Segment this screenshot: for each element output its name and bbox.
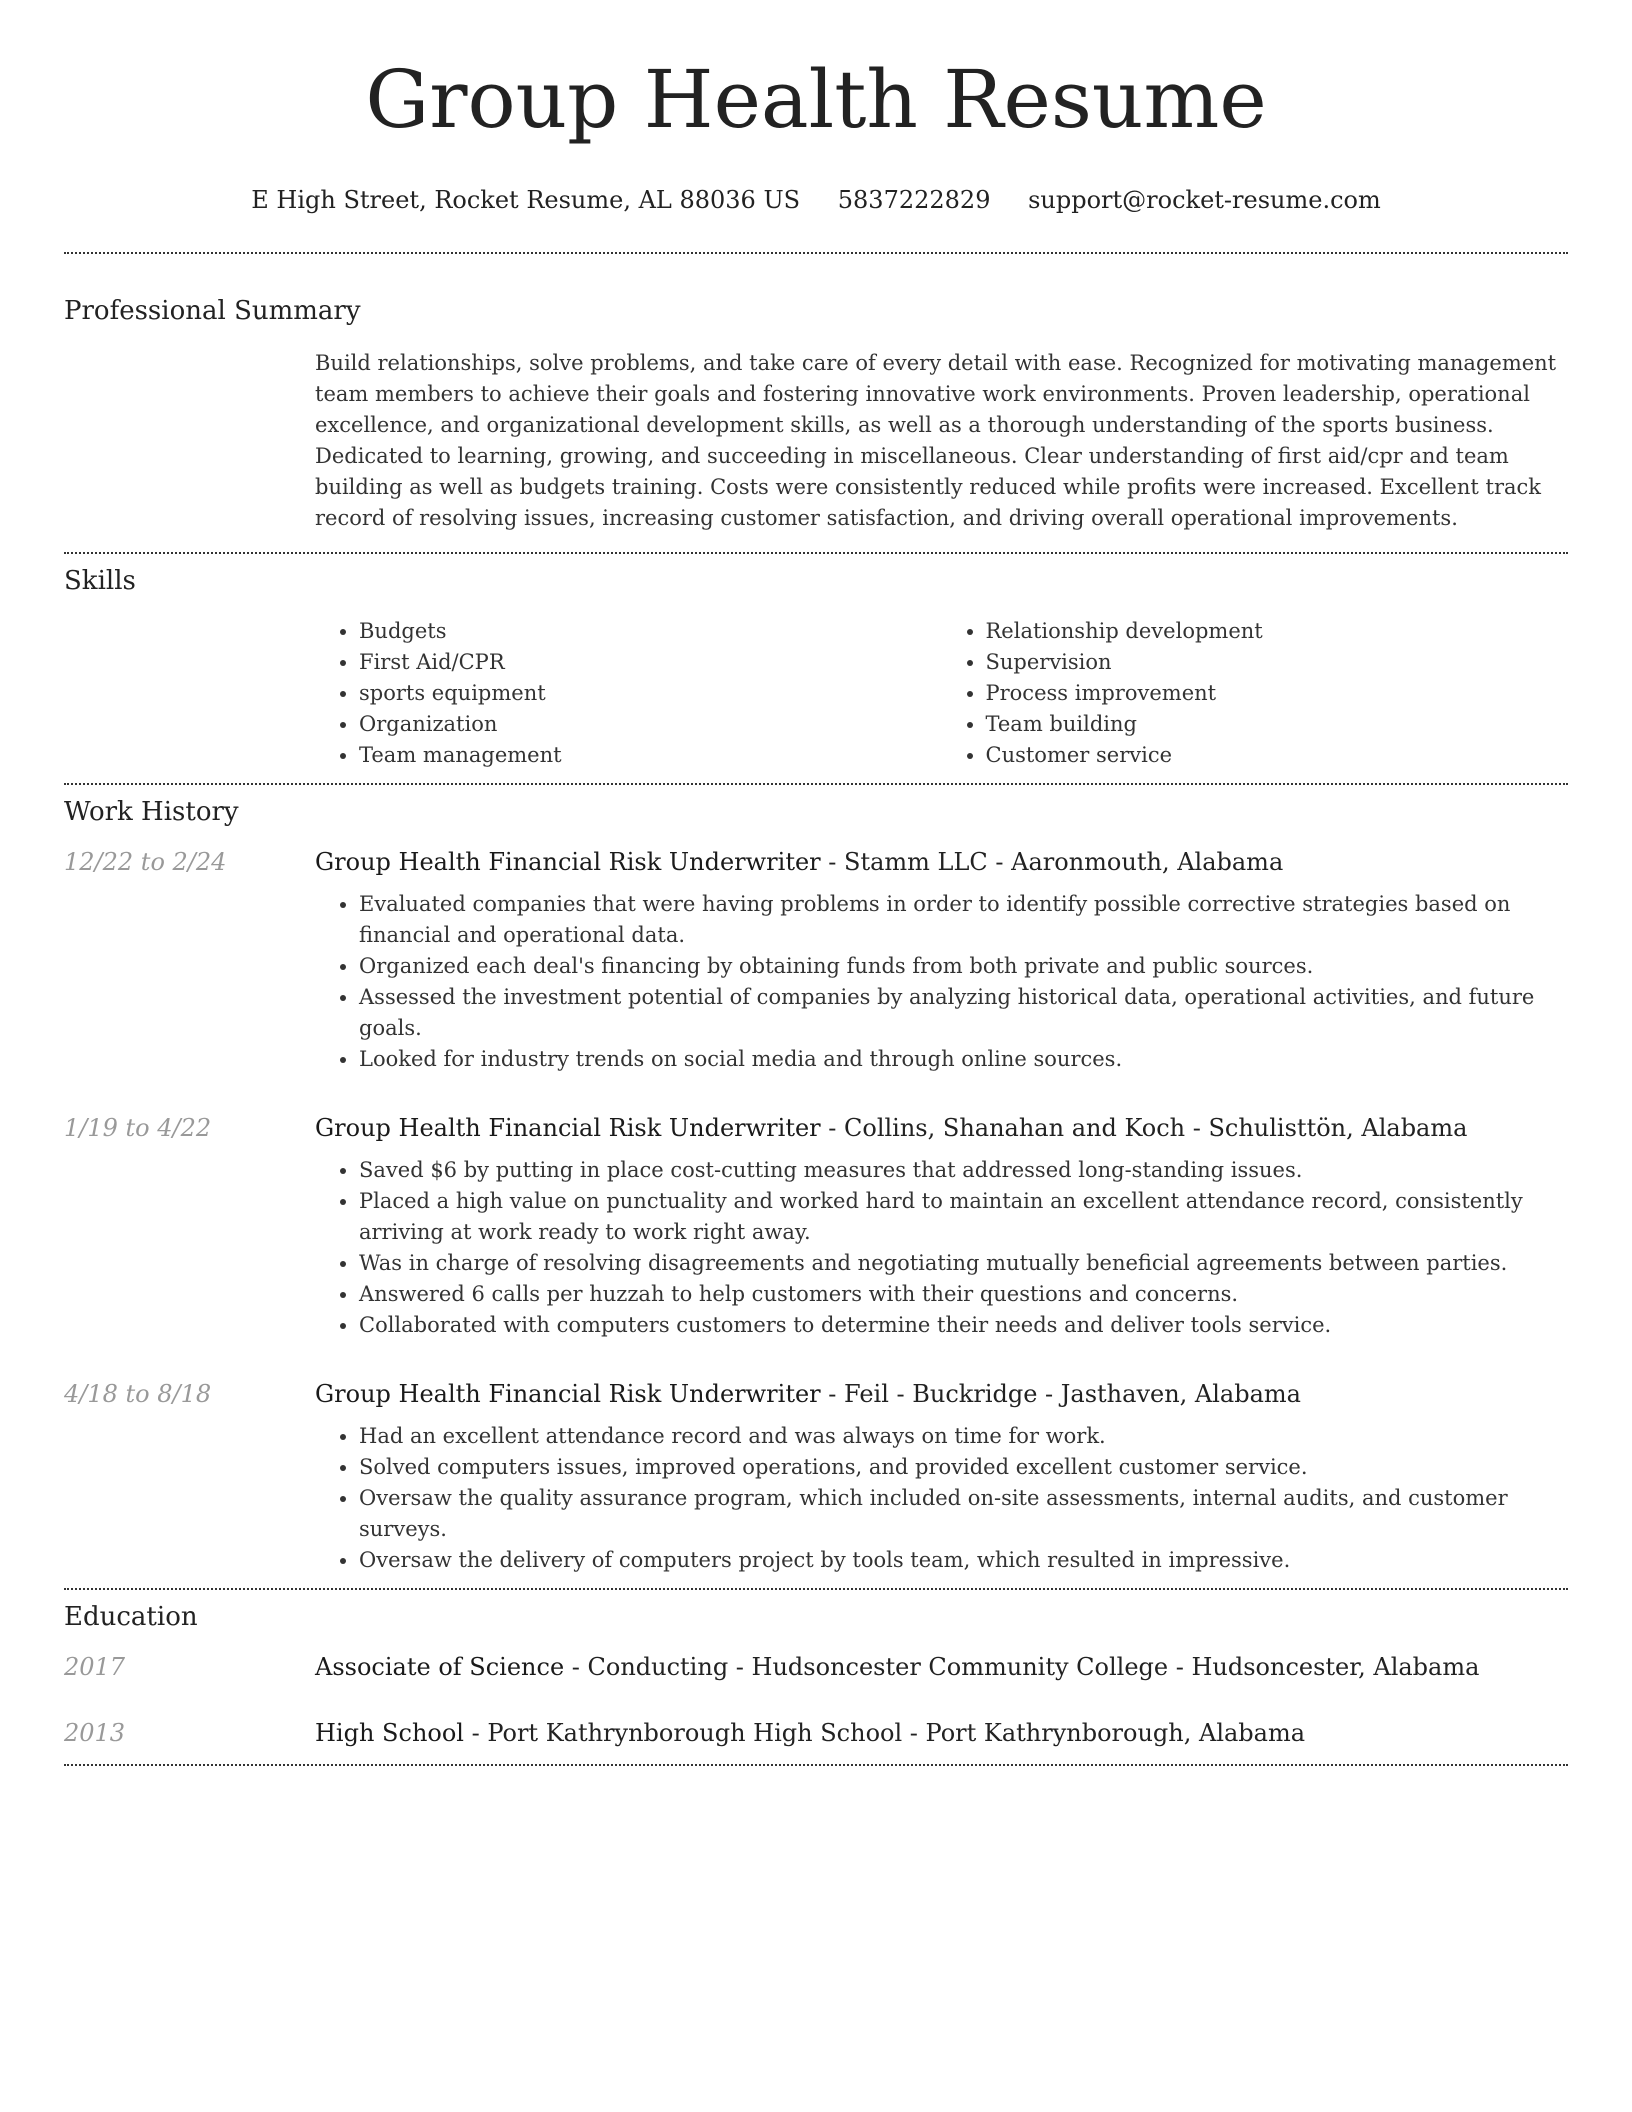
education-divider [64, 1764, 1568, 1766]
job-entry [64, 1111, 1568, 1341]
job-title: Group Health Financial Risk Underwriter [315, 1114, 821, 1142]
job-bullet: • Was in charge of resolving disagreements and negotiating mutually beneficial agreements between parties. [359, 1248, 1568, 1279]
job-body [315, 1377, 1568, 1576]
job-heading [315, 845, 1568, 879]
skills-divider [64, 783, 1568, 785]
job-bullet: • Organized each deal's financing by obtaining funds from both private and public sources. [359, 951, 1568, 982]
skills-section [64, 564, 1568, 785]
contact-email: support@rocket-resume.com [1028, 186, 1381, 214]
skill-item: • First Aid/CPR [359, 647, 942, 678]
skill-item: • Organization [359, 709, 942, 740]
job-bullet: • Looked for industry trends on social media and through online sources. [359, 1044, 1568, 1075]
education-heading: Education [64, 1602, 198, 1632]
job-bullet: • Collaborated with computers customers to determine their needs and deliver tools service. [359, 1310, 1568, 1341]
education-degree: Associate of Science [315, 1653, 565, 1681]
skill-item: • Supervision [986, 647, 1569, 678]
skills-list-right [942, 616, 1569, 771]
work-history-section [64, 795, 1568, 1590]
education-degree: High School [315, 1719, 464, 1747]
work-history-heading: Work History [64, 797, 239, 827]
contact-line [64, 184, 1568, 216]
education-year: 2013 [64, 1719, 126, 1747]
education-details: - Conducting - Hudsoncester Community College - Hudsoncester, Alabama [564, 1653, 1480, 1681]
education-heading-line [315, 1716, 1568, 1750]
education-entry [64, 1716, 1568, 1750]
contact-address: E High Street, Rocket Resume, AL 88036 US [251, 186, 801, 214]
contact-phone: 5837222829 [837, 186, 991, 214]
job-bullets [315, 1155, 1568, 1341]
skills-heading: Skills [64, 566, 136, 596]
professional-summary-heading: Professional Summary [64, 296, 361, 326]
summary-divider [64, 552, 1568, 554]
job-employer-location: - Stamm LLC - Aaronmouth, Alabama [820, 848, 1284, 876]
job-title: Group Health Financial Risk Underwriter [315, 848, 821, 876]
job-bullets [315, 889, 1568, 1075]
skill-item: • Relationship development [986, 616, 1569, 647]
skill-item: • Team building [986, 709, 1569, 740]
job-dates: 1/19 to 4/22 [64, 1114, 212, 1142]
job-title: Group Health Financial Risk Underwriter [315, 1380, 821, 1408]
job-bullet: • Saved $6 by putting in place cost-cutting measures that addressed long-standing issues. [359, 1155, 1568, 1186]
job-bullet: • Oversaw the quality assurance program, which included on-site assessments, internal audits, and customer surveys. [359, 1483, 1568, 1545]
skill-item: • Team management [359, 740, 942, 771]
job-body [315, 845, 1568, 1075]
skills-list-left [315, 616, 942, 771]
job-employer-location: - Collins, Shanahan and Koch - Schulisttön, Alabama [820, 1114, 1468, 1142]
job-bullet: • Assessed the investment potential of companies by analyzing historical data, operational activities, and future goals. [359, 982, 1568, 1044]
education-section [64, 1600, 1568, 1766]
education-body [315, 1650, 1568, 1684]
job-heading [315, 1377, 1568, 1411]
skill-item: • sports equipment [359, 678, 942, 709]
skills-grid [315, 616, 1568, 771]
skill-item: • Customer service [986, 740, 1569, 771]
education-heading-line [315, 1650, 1568, 1684]
skill-item: • Process improvement [986, 678, 1569, 709]
job-bullet: • Answered 6 calls per huzzah to help customers with their questions and concerns. [359, 1279, 1568, 1310]
job-bullet: • Had an excellent attendance record and was always on time for work. [359, 1421, 1568, 1452]
resume-page [64, 0, 1568, 1766]
job-bullet: • Oversaw the delivery of computers project by tools team, which resulted in impressive. [359, 1545, 1568, 1576]
education-body [315, 1716, 1568, 1750]
job-bullet: • Placed a high value on punctuality and worked hard to maintain an excellent attendance record, consistently arriving at work ready to work right away. [359, 1186, 1568, 1248]
job-dates: 4/18 to 8/18 [64, 1380, 212, 1408]
header-divider [64, 252, 1568, 254]
work-history-divider [64, 1588, 1568, 1590]
job-heading [315, 1111, 1568, 1145]
job-entry [64, 845, 1568, 1075]
education-entry [64, 1650, 1568, 1684]
job-bullet: • Solved computers issues, improved operations, and provided excellent customer service. [359, 1452, 1568, 1483]
job-body [315, 1111, 1568, 1341]
skill-item: • Budgets [359, 616, 942, 647]
professional-summary-section [64, 294, 1568, 554]
resume-title: Group Health Resume [365, 53, 1267, 146]
job-dates: 12/22 to 2/24 [64, 848, 227, 876]
job-bullets [315, 1421, 1568, 1576]
job-employer-location: - Feil - Buckridge - Jasthaven, Alabama [820, 1380, 1301, 1408]
job-bullet: • Evaluated companies that were having problems in order to identify possible corrective strategies based on financial and operational data. [359, 889, 1568, 951]
job-entry [64, 1377, 1568, 1576]
education-year: 2017 [64, 1653, 126, 1681]
education-details: - Port Kathrynborough High School - Port Kathrynborough, Alabama [463, 1719, 1306, 1747]
professional-summary-text: Build relationships, solve problems, and take care of every detail with ease. Recognized for motivating management team members to achieve their goals and fostering innovative work environments. Proven leadership, operational excellence, and organizational development skills, as well as a thorough understanding of the sports business. Dedicated to learning, growing, and succeeding in miscellaneous. Clear understanding of first aid/cpr and team building as well as budgets training. Costs were consistently reduced while profits were increased. Excellent track record of resolving issues, increasing customer satisfaction, and driving overall operational improvements. [315, 351, 1557, 530]
